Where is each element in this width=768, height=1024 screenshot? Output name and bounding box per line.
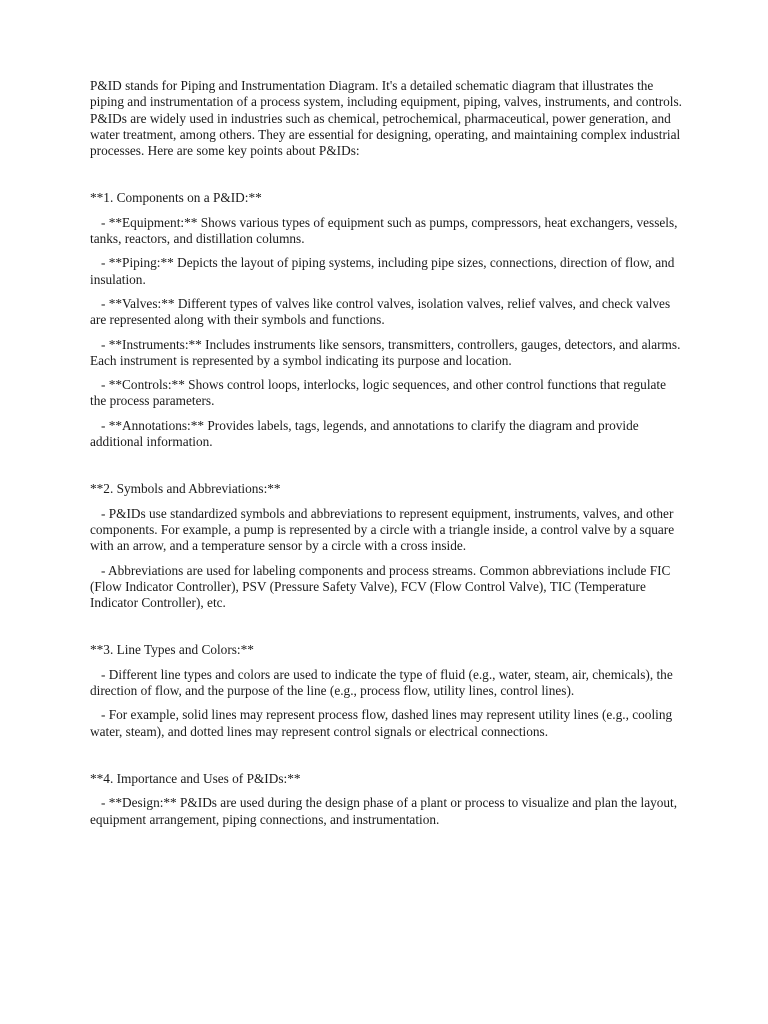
- section-line-types: [90, 642, 682, 739]
- section-heading: **2. Symbols and Abbreviations:**: [90, 481, 281, 497]
- list-item: - **Valves:** Different types of valves like control valves, isolation valves, relief valves, and check valves are represented along with their symbols and functions.: [90, 295, 671, 328]
- section-heading: **4. Importance and Uses of P&IDs:**: [90, 770, 301, 786]
- section-heading: **3. Line Types and Colors:**: [90, 642, 254, 658]
- list-item: - **Equipment:** Shows various types of equipment such as pumps, compressors, heat exchangers, vessels, tanks, reactors, and distillation columns.: [90, 214, 678, 247]
- section-importance: [90, 771, 682, 828]
- list-item: - For example, solid lines may represent process flow, dashed lines may represent utility lines (e.g., cooling water, steam), and dotted lines may represent control signals or electrical connections.: [90, 707, 673, 739]
- list-item: - **Piping:** Depicts the layout of piping systems, including pipe sizes, connections, direction of flow, and insulation.: [90, 255, 675, 287]
- list-item: - **Annotations:** Provides labels, tags, legends, and annotations to clarify the diagram and provide additional information.: [90, 417, 639, 450]
- section-heading: **1. Components on a P&ID:**: [90, 190, 262, 206]
- list-item: - P&IDs use standardized symbols and abbreviations to represent equipment, instruments, valves, and other components. For example, a pump is represented by a circle with a triangle inside, a control valve by a square with an arrow, and a temperature sensor by a circle with a cross inside.: [90, 505, 675, 554]
- list-item: - Different line types and colors are used to indicate the type of fluid (e.g., water, steam, air, chemicals), the direction of flow, and the purpose of the line (e.g., process flow, utility lines, control lines).: [90, 666, 673, 699]
- intro-paragraph: P&ID stands for Piping and Instrumentation Diagram. It's a detailed schematic diagram that illustrates the piping and instrumentation of a process system, including equipment, piping, valves, instruments, and controls. P&IDs are widely used in industries such as chemical, petrochemical, pharmaceutical, power generation, and water treatment, among others. They are essential for designing, operating, and maintaining complex industrial processes. Here are some key points about P&IDs:: [90, 78, 682, 159]
- list-item: - **Instruments:** Includes instruments like sensors, transmitters, controllers, gauges, detectors, and alarms. Each instrument is represented by a symbol indicating its purpose and location.: [90, 336, 681, 368]
- list-item: - **Design:** P&IDs are used during the design phase of a plant or process to visualize and plan the layout, equipment arrangement, piping connections, and instrumentation.: [90, 795, 678, 827]
- list-item: - **Controls:** Shows control loops, interlocks, logic sequences, and other control functions that regulate the process parameters.: [90, 377, 667, 409]
- list-item: - Abbreviations are used for labeling components and process streams. Common abbreviations include FIC (Flow Indicator Controller), PSV (Pressure Safety Valve), FCV (Flow Control Valve), TIC (Temperature Indicator Controller), etc.: [90, 562, 671, 611]
- document-page: [90, 78, 682, 859]
- section-components: [90, 190, 682, 450]
- section-symbols: [90, 481, 682, 611]
